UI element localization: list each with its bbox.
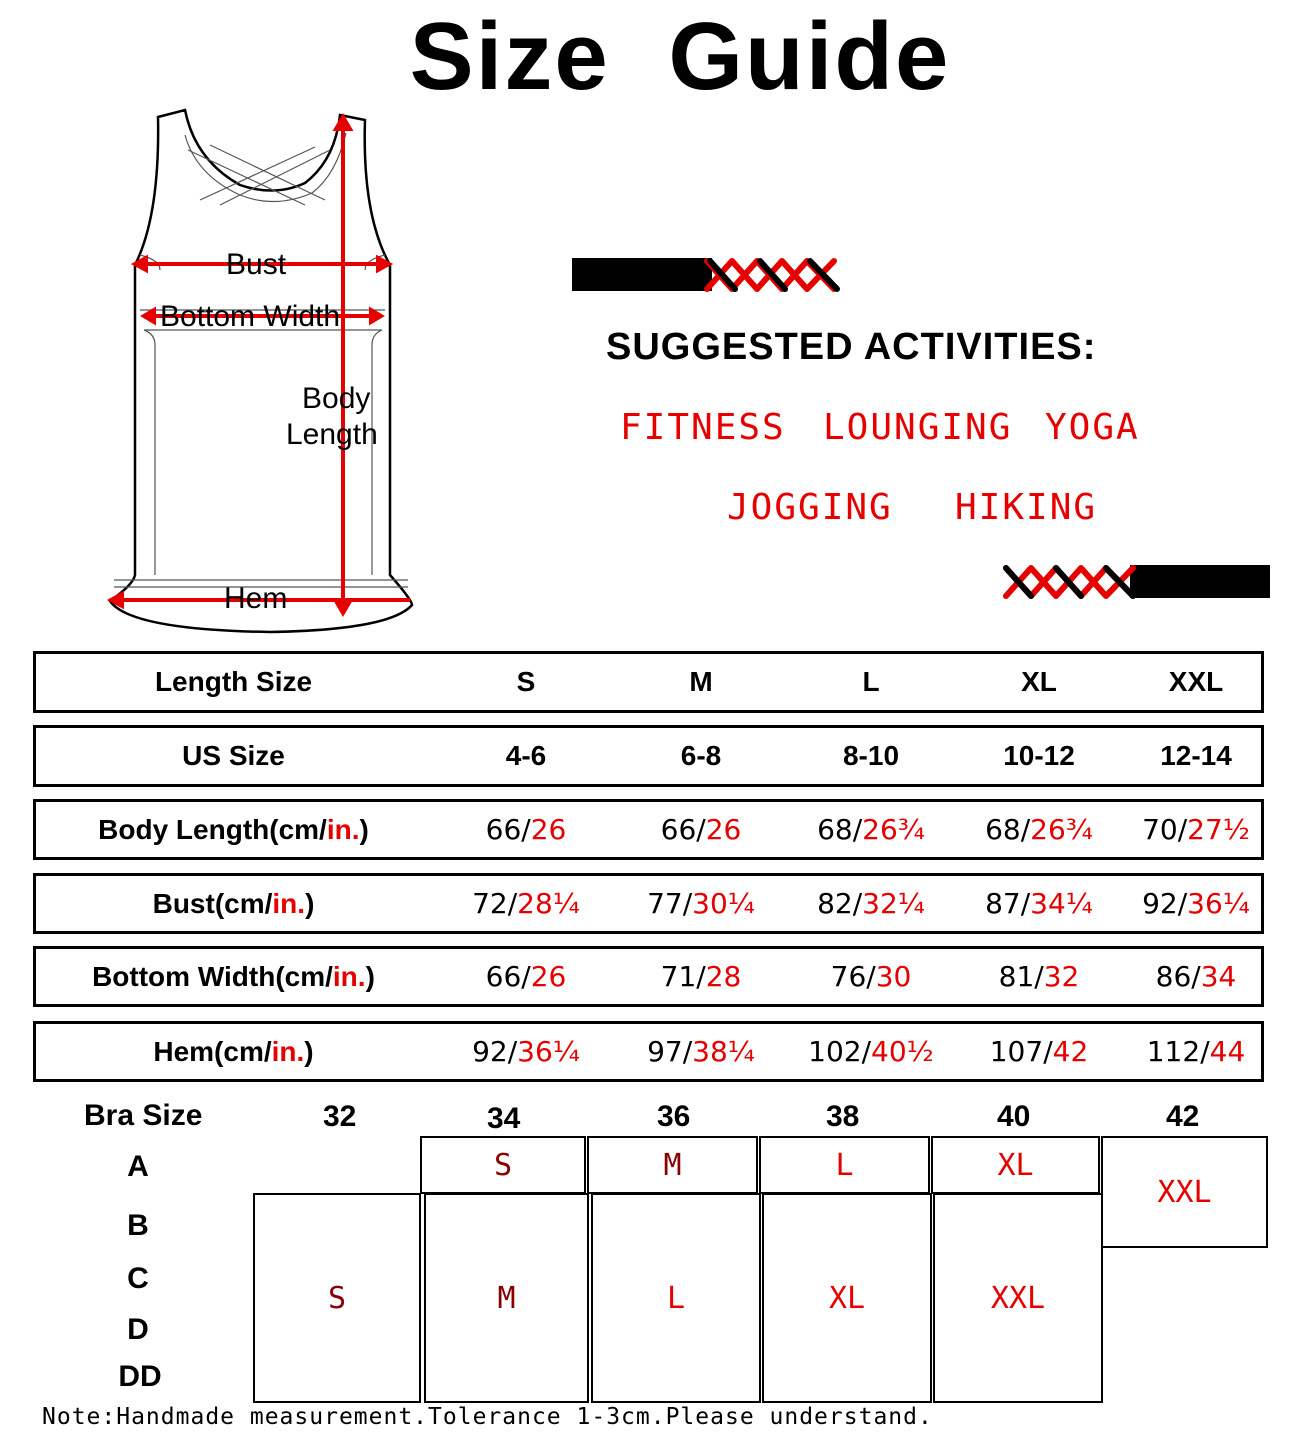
value-inches: 42 [1052,1035,1089,1068]
measurement-row-label [36,1024,431,1079]
size-s-header: S [516,666,536,697]
us-size-value: 10-12 [1003,740,1075,771]
value-cm: 77 [647,887,683,920]
value-separator: / [696,813,706,846]
row-label-part: Bottom Width(cm/ [92,960,333,992]
size-table-header-row [33,651,1264,713]
decorative-stitch-bar-top [572,255,844,295]
measurement-value [801,802,941,857]
value-cm: 92 [1142,887,1178,920]
measurement-value [969,802,1109,857]
row-label-part: Bust(cm/ [152,887,273,919]
measurement-value [631,802,771,857]
us-size-value: 4-6 [505,740,547,771]
value-cm: 81 [998,960,1035,993]
value-separator: / [1020,887,1031,920]
value-inches: 26 [705,813,742,846]
a-cup-size-xxl: XXL [1101,1136,1268,1248]
measurement-value [1126,802,1266,857]
value-inches: 28¼ [517,887,580,920]
value-inches: 36¼ [1187,887,1250,920]
size-xxl-header: XXL [1168,666,1224,697]
value-inches: 27½ [1187,813,1250,846]
a-cup-size-xl: XL [931,1136,1100,1194]
row-label-part: Hem(cm/ [153,1035,272,1067]
measurement-row-label [36,802,431,857]
value-separator: / [1177,813,1188,846]
value-separator: / [1043,1035,1053,1068]
measurement-value [456,802,596,857]
value-separator: / [1020,813,1031,846]
cup-d: D [127,1313,149,1346]
us-size-value: 8-10 [842,740,900,771]
measurement-value [456,949,596,1004]
value-inches: 26¾ [862,813,925,846]
activity-yoga: YOGA [1045,407,1140,448]
measurement-value [969,1024,1109,1079]
row-label-part: in. [332,960,366,992]
activities-heading: SUGGESTED ACTIVITIES: [606,326,1097,368]
page-title: Size Guide [409,3,951,110]
value-cm: 86 [1155,960,1192,993]
measurement-value [456,1024,596,1079]
a-cup-size-m: M [587,1136,758,1194]
size-l-header: L [862,666,880,697]
value-inches: 28 [705,960,742,993]
row-label-part: ) [359,813,369,845]
bra-size-label: Bra Size [84,1099,203,1132]
activity-jogging: JOGGING [727,487,893,528]
row-label-part: in. [272,887,306,919]
value-separator: / [507,887,518,920]
measurement-value [801,876,941,931]
measurement-value [969,876,1109,931]
length-size-label: Length Size [154,666,313,697]
value-inches: 34 [1200,960,1237,993]
a-cup-size-s: S [420,1136,586,1194]
cup-b: B [127,1209,149,1242]
row-label-part: ) [305,887,315,919]
value-cm: 112 [1146,1035,1201,1068]
value-cm: 76 [830,960,867,993]
measurement-value [456,876,596,931]
value-inches: 34¼ [1030,887,1093,920]
value-cm: 66 [485,813,522,846]
value-cm: 102 [808,1035,862,1068]
value-cm: 70 [1142,813,1178,846]
us-size-value: 6-8 [680,740,722,771]
value-inches: 40½ [871,1035,934,1068]
measurement-row [33,1021,1264,1082]
measurement-row [33,873,1264,934]
cup-c: C [127,1262,149,1295]
row-label-part: ) [365,960,375,992]
value-inches: 26¾ [1030,813,1093,846]
measurement-row [33,946,1264,1007]
diagram-label-bottom-width: Bottom Width [160,300,341,333]
value-cm: 82 [817,887,853,920]
value-cm: 71 [660,960,697,993]
value-cm: 68 [985,813,1021,846]
value-cm: 92 [472,1035,508,1068]
value-cm: 66 [660,813,697,846]
activity-hiking: HIKING [955,487,1098,528]
bd-cup-size-xl: XL [762,1193,932,1403]
size-m-header: M [689,666,713,697]
value-inches: 36¼ [517,1035,580,1068]
value-cm: 97 [647,1035,683,1068]
bra-band-40: 40 [997,1100,1031,1133]
us-size-value: 12-14 [1160,740,1232,771]
value-separator: / [1177,887,1188,920]
value-separator: / [852,813,863,846]
value-cm: 66 [485,960,522,993]
bra-band-36: 36 [657,1100,691,1133]
value-separator: / [682,1035,693,1068]
value-separator: / [521,960,531,993]
diagram-label-body: Body [302,382,371,415]
value-inches: 44 [1209,1035,1246,1068]
value-cm: 72 [472,887,508,920]
value-separator: / [1191,960,1201,993]
bra-band-32: 32 [323,1100,357,1133]
measurement-value [631,949,771,1004]
value-separator: / [1200,1035,1210,1068]
measurement-row-label [36,949,431,1004]
value-separator: / [521,813,531,846]
measurement-row [33,799,1264,860]
decorative-stitch-bar-bottom [998,562,1270,602]
value-inches: 32 [1043,960,1080,993]
value-inches: 32¼ [862,887,925,920]
value-separator: / [696,960,706,993]
measurement-value [801,949,941,1004]
cup-dd: DD [118,1360,162,1393]
measurement-row-label [36,876,431,931]
activity-lounging: LOUNGING [823,407,1013,448]
measurement-value [1126,949,1266,1004]
measurement-value [631,1024,771,1079]
value-cm: 107 [989,1035,1044,1068]
tolerance-note: Note:Handmade measurement.Tolerance 1-3cm.Please understand. [42,1404,933,1430]
value-separator: / [1034,960,1044,993]
value-inches: 30¼ [692,887,755,920]
row-label-part: ) [304,1035,314,1067]
size-xl-header: XL [1021,666,1057,697]
value-inches: 38¼ [692,1035,755,1068]
us-size-label: US Size [182,740,285,771]
measurement-value [1126,876,1266,931]
row-label-part: in. [271,1035,305,1067]
measurement-value [801,1024,941,1079]
value-cm: 68 [817,813,853,846]
diagram-label-bust: Bust [226,248,287,281]
measurement-value [1126,1024,1266,1079]
bra-band-34: 34 [487,1102,521,1135]
row-label-part: Body Length(cm/ [98,813,327,845]
us-size-row [33,725,1264,787]
bd-cup-size-s: S [253,1193,421,1403]
value-inches: 26 [530,960,567,993]
value-separator: / [507,1035,518,1068]
tank-top-diagram [100,105,430,645]
bd-cup-size-m: M [424,1193,589,1403]
value-separator: / [861,1035,872,1068]
bra-band-38: 38 [826,1100,860,1133]
bra-band-42: 42 [1166,1100,1200,1133]
diagram-label-hem: Hem [224,582,288,615]
activity-fitness: FITNESS [620,407,786,448]
cup-a: A [127,1150,149,1183]
value-inches: 26 [530,813,567,846]
value-separator: / [866,960,876,993]
bd-cup-size-xxl: XXL [933,1193,1103,1403]
diagram-label-length: Length [286,418,378,451]
value-separator: / [852,887,863,920]
value-inches: 30 [875,960,912,993]
measurement-value [969,949,1109,1004]
value-separator: / [682,887,693,920]
measurement-value [631,876,771,931]
a-cup-size-l: L [759,1136,930,1194]
row-label-part: in. [326,813,360,845]
bd-cup-size-l: L [591,1193,761,1403]
value-cm: 87 [985,887,1021,920]
